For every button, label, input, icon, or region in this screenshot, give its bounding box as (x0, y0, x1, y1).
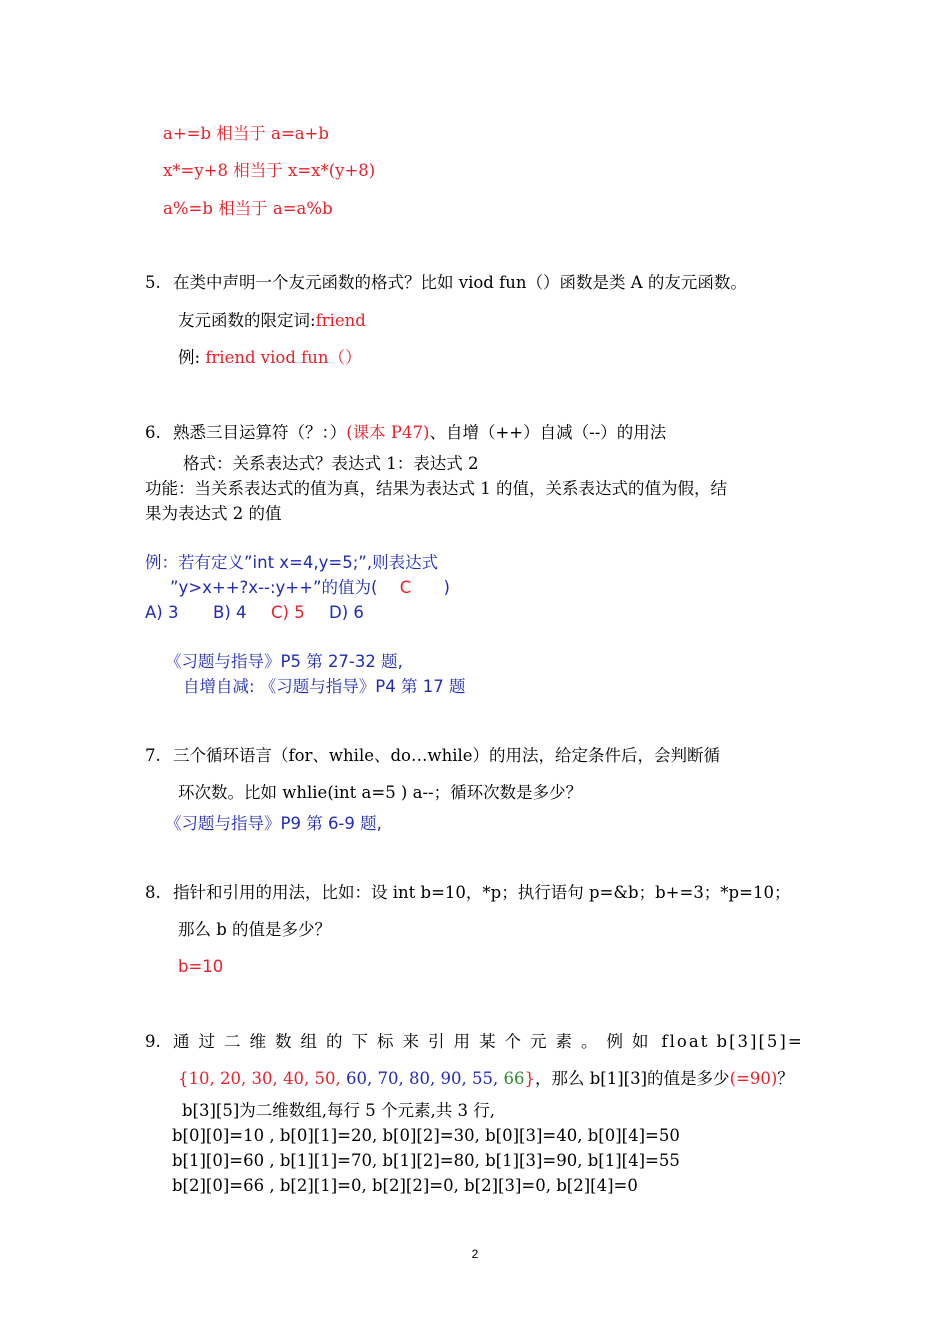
q5-qualifier-label: 友元函数的限定词: (178, 311, 316, 330)
q9-brace-close: } (524, 1069, 535, 1088)
q7-text-line-2: 环次数。比如 whlie(int a=5 ) a--；循环次数是多少？ (178, 783, 583, 802)
q6-example-line-2 (170, 577, 450, 599)
q9-declaration: float b[3][5]= (661, 1032, 804, 1051)
q9-value: 60 (346, 1069, 367, 1088)
q9-text-line-2: ，那么 b[1][3]的值是多少 (535, 1069, 730, 1088)
q5-example-value: friend viod fun（） (205, 348, 362, 367)
q9-value: 40 (283, 1069, 304, 1088)
q6-option-c: C) 5 (271, 603, 305, 622)
op-line-1: a+=b 相当于 a=a+b (163, 124, 329, 143)
q6-example-answer: C (399, 578, 412, 597)
q9-question (145, 1031, 804, 1053)
q9-brace-open: { (178, 1069, 189, 1088)
q6-format: 格式：关系表达式？表达式 1：表达式 2 (183, 454, 479, 473)
q6-option-b: B) 4 (213, 603, 247, 622)
q9-row-2: b[2][0]=66 , b[2][1]=0, b[2][2]=0, b[2][3]=0, b[2][4]=0 (172, 1176, 638, 1195)
q6-number: 6. (145, 423, 161, 442)
q6-function-line-2: 果为表达式 2 的值 (145, 504, 282, 523)
op-line-3: a%=b 相当于 a=a%b (163, 199, 333, 218)
q7-question (145, 745, 720, 767)
q6-option-d: D) 6 (329, 603, 364, 622)
q6-example-expr: ”y>x++?x--:y++”的值为( (170, 578, 378, 597)
q9-description: b[3][5]为二维数组,每行 5 个元素,共 3 行, (182, 1101, 496, 1120)
q6-function-line-1: 功能：当关系表达式的值为真，结果为表达式 1 的值，关系表达式的值为假，结 (145, 479, 727, 498)
q6-textbook-ref: (课本 P47) (346, 423, 430, 442)
q5-number: 5. (145, 273, 161, 292)
q9-value: 30 (251, 1069, 273, 1088)
q9-value: 70 (377, 1069, 399, 1088)
q8-answer: b=10 (178, 957, 224, 976)
q5-question (145, 272, 747, 294)
q8-text-line-1: 指针和引用的用法，比如：设 int b=10，*p；执行语句 p=&b；b+=3；*p=10； (173, 883, 791, 902)
q8-number: 8. (145, 883, 161, 902)
q9-question-mark: ？ (777, 1069, 794, 1088)
q7-text-line-1: 三个循环语言（for、while、do…while）的用法，给定条件后，会判断循 (173, 746, 721, 765)
q6-reference-1: 《习题与指导》P5 第 27-32 题, (165, 652, 403, 671)
q6-question (145, 422, 666, 444)
q9-answer: (=90) (729, 1069, 778, 1088)
q5-example (178, 347, 361, 369)
q9-number: 9. (145, 1032, 161, 1051)
q6-text-c: 、自增（++）自减（--）的用法 (429, 423, 667, 442)
page-number: 2 (471, 1247, 479, 1261)
q5-qualifier-value: friend (315, 311, 366, 330)
q9-value: 80 (409, 1069, 430, 1088)
q9-value: 10 (188, 1069, 210, 1088)
q5-example-label: 例: (178, 348, 206, 367)
q8-text-line-2: 那么 b 的值是多少？ (178, 920, 332, 939)
q9-text-line-1: 通过二维数组的下标来引用某个元素。例如 (173, 1032, 658, 1051)
q7-number: 7. (145, 746, 161, 765)
q6-options (145, 602, 364, 624)
q9-row-0: b[0][0]=10 , b[0][1]=20, b[0][2]=30, b[0][3]=40, b[0][4]=50 (172, 1126, 680, 1145)
q6-example-line-1: 例：若有定义”int x=4,y=5;”,则表达式 (145, 553, 439, 572)
q6-option-a: A) 3 (145, 603, 179, 622)
q9-value: 90 (440, 1069, 462, 1088)
q5-text: 在类中声明一个友元函数的格式？比如 viod fun（）函数是类 A 的友元函数。 (173, 273, 747, 292)
q9-row-1: b[1][0]=60 , b[1][1]=70, b[1][2]=80, b[1][3]=90, b[1][4]=55 (172, 1151, 680, 1170)
q8-question (145, 882, 790, 904)
q9-value: 66 (503, 1069, 525, 1088)
q9-value: 20 (220, 1069, 241, 1088)
q6-reference-2: 自增自减: 《习题与指导》P4 第 17 题 (183, 677, 466, 696)
q5-qualifier (178, 310, 366, 332)
q9-value: 50 (314, 1069, 336, 1088)
op-line-2: x*=y+8 相当于 x=x*(y+8) (163, 161, 376, 180)
q6-example-paren: ) (443, 578, 450, 597)
q7-reference: 《习题与指导》P9 第 6-9 题, (165, 814, 382, 833)
q6-text-a: 熟悉三目运算符（？：） (173, 423, 347, 442)
q9-initializer-line: {10, 20, 30, 40, 50, 60, 70, 80, 90, 55, 66}，那么 b[1][3]的值是多少(=90)？ (178, 1069, 794, 1088)
q9-value: 55 (472, 1069, 493, 1088)
